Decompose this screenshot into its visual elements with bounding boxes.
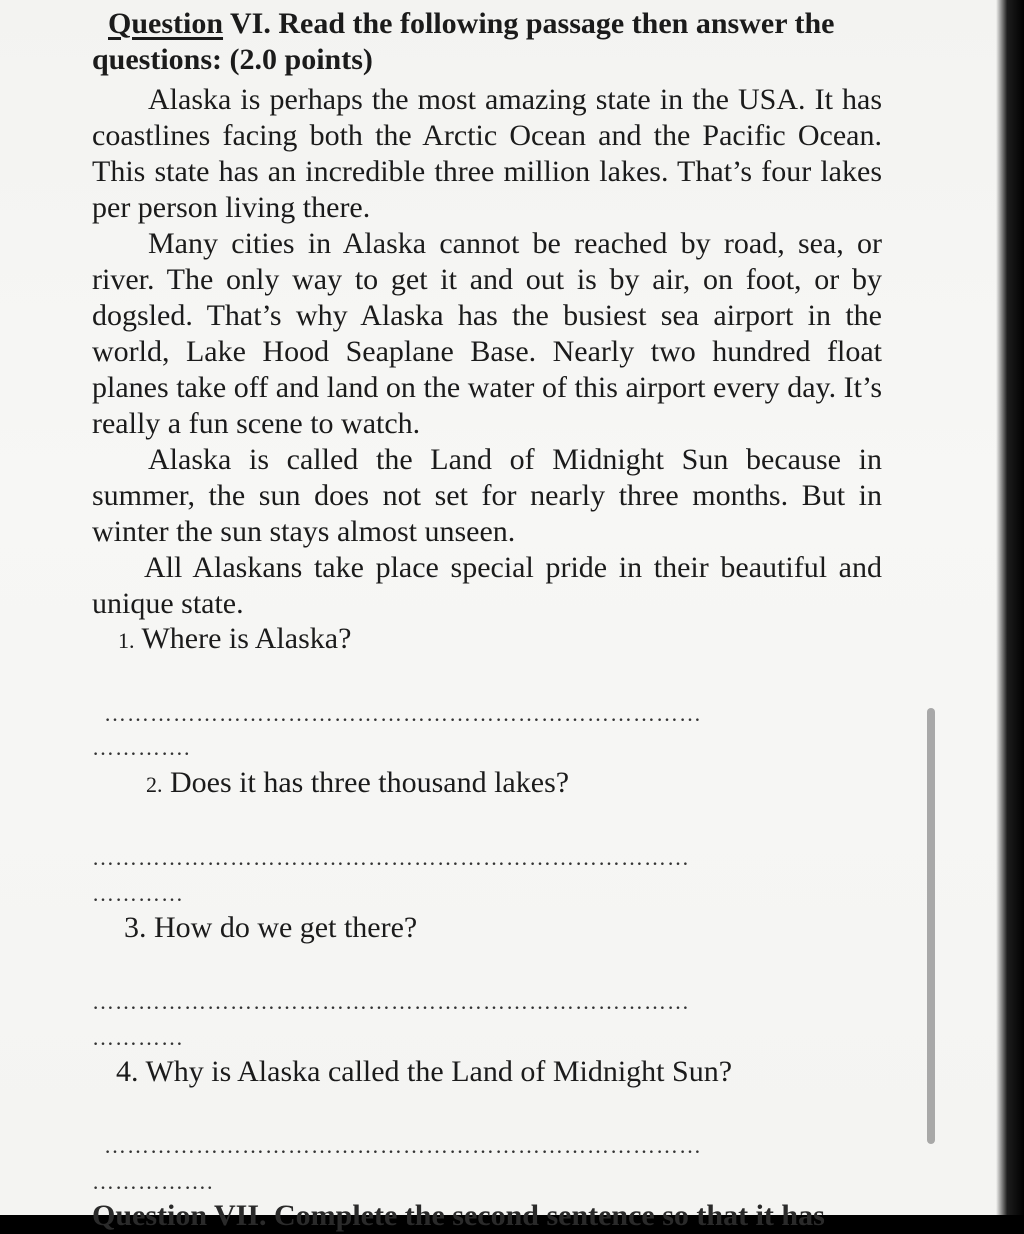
passage-paragraph-2: Many cities in Alaska cannot be reached by road, sea, or river. The only way to get it and out is by air, on foot, or by dogsled. That’s why Alaska has the busiest sea airport in the world, Lake Hood Seaplane Base. Nearly two hundred float planes take off and land on the water of this airport every day. It’s really a fun scene to watch. [92,227,882,440]
question-heading-rest: VI. Read the following passage then answer the questions: (2.0 points) [92,7,835,76]
next-question-heading: Question VII. Complete the second sentence so that it has [92,1199,825,1232]
question-4-number: 4. [116,1055,139,1088]
scrollbar-thumb[interactable] [927,708,935,1144]
question-3-number: 3. [124,911,147,944]
answer-line-3b: ………… [92,1025,184,1050]
question-2-number: 2. [146,772,163,797]
photo-dark-edge [996,0,1024,1215]
question-1-text: Where is Alaska? [141,622,352,655]
question-2-text: Does it has three thousand lakes? [170,766,570,799]
answer-line-2b: ………… [92,881,184,906]
passage-paragraph-3: Alaska is called the Land of Midnight Sun because in summer, the sun does not set for nearly three months. But in winter the sun stays almost unseen. [92,443,882,548]
question-2 [146,765,569,803]
answer-line-2a: …………………………………………………………………… [92,845,690,870]
passage-paragraph-1: Alaska is perhaps the most amazing state in the USA. It has coastlines facing both the Arctic Ocean and the Pacific Ocean. This state has an incredible three million lakes. That’s four lakes per person living there. [92,83,882,224]
question-label: Question [108,7,224,40]
question-heading [92,6,892,78]
question-1 [118,621,351,659]
question-4 [116,1054,732,1090]
answer-line-4a: …………………………………………………………………… [104,1133,702,1158]
answer-line-1a: …………………………………………………………………… [104,701,702,726]
question-1-number: 1. [118,628,135,653]
answer-line-4b: ……………. [92,1169,214,1194]
passage-paragraph-4: All Alaskans take place special pride in their beautiful and unique state. [92,551,882,620]
question-3 [124,910,417,946]
cropped-text-top [250,0,650,4]
question-3-text: How do we get there? [154,911,418,944]
question-4-text: Why is Alaska called the Land of Midnight Sun? [145,1055,733,1088]
answer-line-3a: …………………………………………………………………… [92,989,690,1014]
answer-line-1b: …………. [92,735,191,760]
